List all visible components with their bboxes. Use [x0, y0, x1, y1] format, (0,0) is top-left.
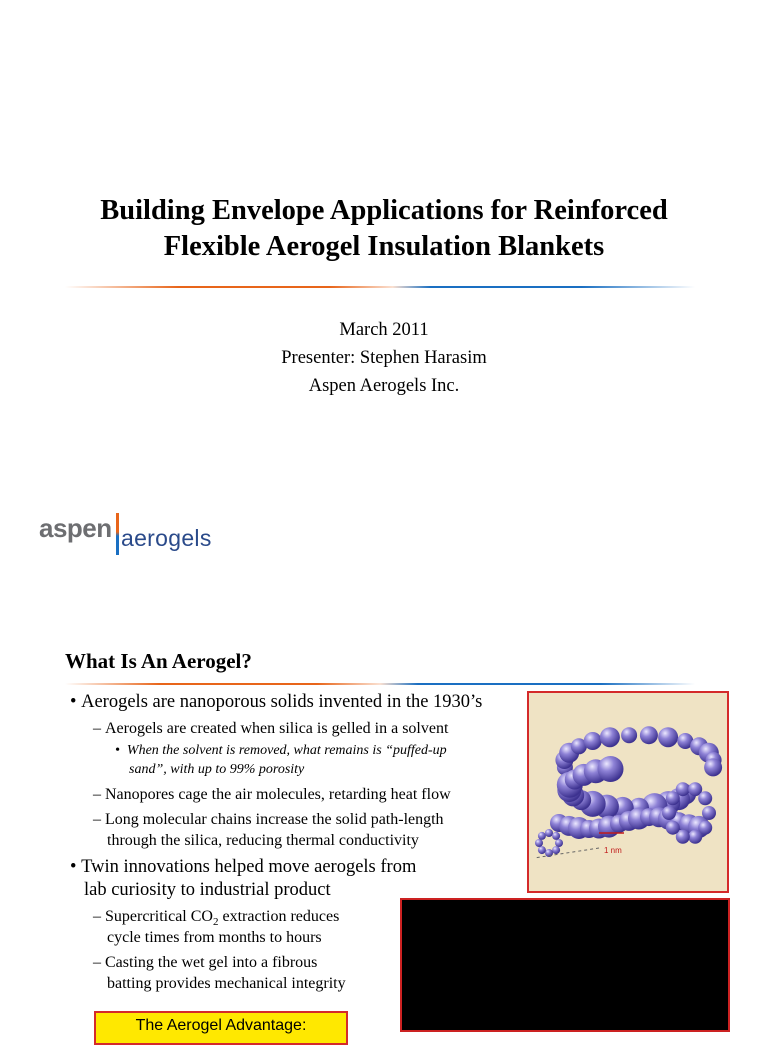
bullet-text: Aerogels are nanoporous solids invented in the 1930’s [81, 692, 483, 712]
bullet-cont: lab curiosity to industrial product [84, 880, 331, 900]
presentation-date: March 2011 [339, 320, 429, 340]
silica-particle [688, 830, 702, 844]
callout-text: The Aerogel Advantage: [135, 1017, 307, 1034]
bullet-text: Twin innovations helped move aerogels from [81, 857, 417, 877]
silica-particle [621, 727, 637, 743]
title-divider [65, 286, 695, 288]
sub-bullet-text-pre: Supercritical CO [105, 908, 213, 925]
sub-bullet-item: – Nanopores cage the air molecules, retarding heat flow [93, 786, 451, 803]
sub-bullet-cont: batting provides mechanical integrity [107, 975, 346, 992]
logo-word-aspen: aspen [39, 513, 112, 543]
silica-particle [676, 782, 690, 796]
media-placeholder [400, 898, 730, 1032]
silica-particle [552, 832, 560, 840]
bullet-item: • Twin innovations helped move aerogels from [70, 857, 417, 877]
aerogel-structure-figure [527, 691, 729, 893]
slide-title-line2: Flexible Aerogel Insulation Blankets [163, 231, 605, 262]
sub-sub-bullet-item: • When the solvent is removed, what remains is “puffed-up [115, 743, 447, 758]
sub-bullet-cont: through the silica, reducing thermal conductivity [107, 832, 419, 849]
sub-bullet-text: Long molecular chains increase the solid path-length [105, 811, 444, 828]
silica-particle [704, 758, 722, 776]
sub-bullet-text: Nanopores cage the air molecules, retarding heat flow [105, 786, 451, 803]
slide2-title: What Is An Aerogel? [65, 649, 252, 673]
silica-particle [555, 839, 563, 847]
sub-bullet-cont: cycle times from months to hours [107, 929, 322, 946]
slide-title [40, 193, 728, 265]
silica-particle [666, 821, 680, 835]
company-name: Aspen Aerogels Inc. [308, 376, 460, 396]
logo-divider-bar [116, 513, 119, 555]
logo-word-aerogels: aerogels [121, 525, 212, 551]
scale-label: 1 nm [604, 846, 622, 855]
sub-bullet-text: Aerogels are created when silica is gelled in a solvent [105, 720, 449, 737]
silica-particle [702, 806, 716, 820]
bullet-item: • Aerogels are nanoporous solids invented in the 1930’s [70, 692, 483, 712]
silica-particle [600, 727, 620, 747]
slide2-title-divider [65, 683, 695, 685]
sub-bullet-item: – Long molecular chains increase the solid path-length [93, 811, 444, 828]
sub-sub-bullet-text: When the solvent is removed, what remains is “puffed-up [126, 743, 447, 758]
silica-particle [552, 846, 560, 854]
silica-chain-illustration [529, 693, 727, 891]
sub-bullet-item: – Supercritical $CO_2$ extraction reduces [93, 908, 340, 929]
sub-bullet-item: – Aerogels are created when silica is gelled in a solvent [93, 720, 449, 737]
silica-particle [698, 791, 712, 805]
silica-particle [545, 829, 553, 837]
sub-bullet-item: – Casting the wet gel into a fibrous [93, 954, 318, 971]
aspen-aerogels-logo [39, 511, 239, 561]
silica-particle [640, 726, 658, 744]
sub-bullet-text: Casting the wet gel into a fibrous [105, 954, 318, 971]
silica-particle [662, 806, 676, 820]
silica-particle [538, 832, 546, 840]
silica-particle [658, 727, 678, 747]
sub-sub-bullet-cont: sand”, with up to 99% porosity [129, 762, 305, 777]
subscript-2: 2 [212, 916, 219, 929]
slide-title-line1: Building Envelope Applications for Reinforced [100, 195, 668, 226]
silica-particle [584, 732, 602, 750]
silica-particle [598, 756, 624, 782]
silica-particle [538, 846, 546, 854]
silica-particles [535, 726, 722, 857]
aerogel-advantage-callout [94, 1011, 348, 1045]
presenter-name: Presenter: Stephen Harasim [281, 348, 487, 368]
silica-particle [535, 839, 543, 847]
sub-bullet-text-post: extraction reduces [218, 908, 340, 925]
